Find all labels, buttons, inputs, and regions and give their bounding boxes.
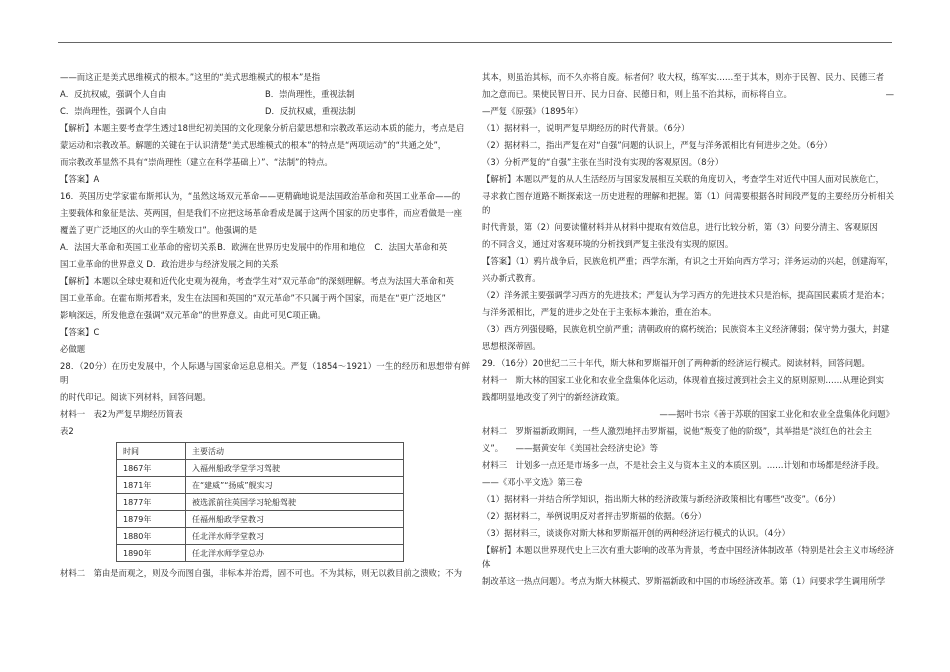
table-cell-activity: 入福州船政学堂学习驾驶 (186, 460, 404, 477)
right-column (482, 70, 894, 591)
table-cell-year: 1879年 (117, 511, 186, 528)
q16-stem-line: 16．英国历史学家霍布斯邦认为，“虽然这场双元革命——更精确地说是法国政治革命和英国工业革命——的 (60, 191, 461, 201)
material2-start: 材料二 第由是而观之，则及今而图自强，非标本并治焉，固不可也。不为其标，则无以救目前之溃败；不为 (60, 568, 462, 578)
q28-analysis-line: 【解析】本题以严复的从人生活经历与国家发展相互关联的角度切入，考查学生对近代中国人面对民族危亡， (482, 174, 884, 184)
header-rule (58, 42, 892, 43)
q28-answer-line: （3）西方列强侵略，民族危机空前严重；清朝政府的腐朽统治；民族资本主义经济薄弱；保守势力强大，封建 (482, 324, 890, 334)
q15-answer: 【答案】A (60, 174, 100, 184)
q29-material2-line: 材料二 罗斯福新政期间，一些人激烈地抨击罗斯福，说他“叛变了他的阶级”，其举措是“淡红色的社会主 (482, 426, 872, 436)
material2-cont-line: 其本，则虽治其标，而不久亦将自废。标者何？收大权，练军实……至于其本，则亦于民智、民力、民德三者 (482, 72, 884, 82)
q29-material1-line: 践都明显地改变了列宁的新经济政策。 (482, 392, 625, 402)
q29-material2-line: 义”。 ——据黄安年《美国社会经济史论》等 (482, 443, 659, 453)
q29-material1-line: 材料一 斯大林的国家工业化和农业全盘集体化运动，体现着直接过渡到社会主义的原则原则……从理论到实 (482, 375, 884, 385)
q28-analysis-line: 寻求救亡图存道路不断探索这一历史进程的理解和把握。第（1）问需要根据各时间段严复的主要经历分析相关的 (482, 191, 894, 215)
q29-material1-source: ——据叶书宗《善于苏联的国家工业化和农业全盘集体化问题》 (659, 409, 894, 419)
table-cell-year: 1867年 (117, 460, 186, 477)
table-row (117, 494, 404, 511)
table-row (117, 511, 404, 528)
table-header-time: 时间 (117, 443, 186, 460)
table-header-row (117, 443, 404, 460)
q29-question: （1）据材料一并结合所学知识，指出斯大林的经济政策与新经济政策相比有哪些“改变”。（6分） (482, 494, 841, 504)
table-cell-activity: 任福州船政学堂教习 (186, 511, 404, 528)
q29-material3-line: ——《邓小平文选》第三卷 (482, 477, 583, 487)
q28-stem-line: 28．（20分）在历史发展中，个人际遇与国家命运息息相关。严复（1854～1921）一生的经历和思想带有鲜明 (60, 361, 470, 385)
q15-analysis-line: 而宗教改革显然不具有“崇尚理性（建立在科学基础上）”、“法制”的特点。 (60, 157, 333, 167)
table-cell-activity: 在“建威”“扬威”舰实习 (186, 477, 404, 494)
material2-source: —严复《原强》（1895年） (482, 106, 583, 116)
q16-option-a: A．法国大革命和英国工业革命的密切关系 (60, 242, 217, 252)
table-row (117, 477, 404, 494)
q28-analysis-line: 的不同含义，通过对客观环境的分析找到严复主张没有实现的原因。 (482, 239, 734, 249)
table-cell-year: 1890年 (117, 545, 186, 562)
q16-analysis-line: 影响深远，所发他意在强调“双元革命”的世界意义。由此可见C项正确。 (60, 310, 326, 320)
q16-options-row2: 国工业革命的世界意义 D．政治进步与经济发展之间的关系 (60, 259, 279, 269)
table-cell-activity: 被选派前往英国学习轮船驾驶 (186, 494, 404, 511)
material2-cont-text: 加之意而已。果使民智日开、民力日奋、民德日和，则上虽不治其标，而标将自立。 (482, 89, 792, 99)
table-cell-year: 1871年 (117, 477, 186, 494)
q16-option-b: B．欧洲在世界历史发展中的作用和地位 (217, 242, 366, 252)
q16-option-c-start: C．法国大革命和英 (374, 242, 448, 252)
q16-stem-line: 覆盖了更广泛地区的火山的孪生喷发口”。他强调的是 (60, 225, 257, 235)
q29-question: （3）据材料三，谈谈你对斯大林和罗斯福开创的两种经济运行模式的认识。（4分） (482, 528, 790, 538)
table-caption: 表2 (60, 426, 74, 436)
q15-option-b: B．崇尚理性，重视法制 (265, 89, 355, 99)
table-row (117, 545, 404, 562)
q29-question: （2）据材料二，举例说明反对者抨击罗斯福的依据。（6分） (482, 511, 707, 521)
q16-analysis-line: 国工业革命。在霍布斯邦看来，发生在法国和英国的“双元革命”不只属于两个国家，而是在“更广泛地区” (60, 293, 446, 303)
material2-dash: — (885, 89, 894, 99)
table-cell-activity: 任北洋水师学堂教习 (186, 528, 404, 545)
experience-table (116, 442, 404, 562)
q15-options-row1 (60, 87, 470, 101)
table-cell-activity: 任北洋水师学堂总办 (186, 545, 404, 562)
q28-answer-line: 【答案】（1）鸦片战争后，民族危机严重；西学东渐，有识之士开始向西方学习；洋务运动的兴起，创建海军， (482, 256, 894, 266)
q28-answer-line: （2）洋务派主要强调学习西方的先进技术；严复认为学习西方的先进技术只是治标，提高国民素质才是治本； (482, 290, 890, 300)
q28-question: （2）据材料二，指出严复在对“自强”问题的认识上，严复与洋务派相比有何进步之处。（6分） (482, 140, 833, 150)
q15-analysis-line: 蒙运动和宗教改革。解题的关键在于认识清楚“美式思维模式的根本”的特点是“两项运动”的“共通之处”， (60, 140, 447, 150)
q15-stem-tail: ——而这正是美式思维模式的根本。”这里的“美式思维模式的根本”是指 (60, 72, 321, 82)
left-column (60, 70, 470, 583)
table-header-activity: 主要活动 (186, 443, 404, 460)
section-heading: 必做题 (60, 344, 86, 354)
q16-answer: 【答案】C (60, 327, 100, 337)
q28-answer-line: 与洋务派相比，严复的进步之处在于主张标本兼治，重在治本。 (482, 307, 717, 317)
q15-options-row2 (60, 104, 470, 118)
q16-analysis-line: 【解析】本题以全球史观和近代化史观为视角，考查学生对“双元革命”的深刻理解。考点为法国大革命和英 (60, 276, 454, 286)
material2-cont-line (482, 87, 894, 101)
q28-analysis-line: 时代背景，第（2）问要读懂材料并从材料中提取有效信息，进行比较分析，第（3）问要分清主、客观原因 (482, 222, 878, 232)
q28-question: （3）分析严复的“自强”主张在当时没有实现的客观原因。（8分） (482, 157, 724, 167)
q15-option-c: C．崇尚理性，强调个人自由 (60, 106, 167, 116)
q16-options-row1 (60, 240, 470, 254)
table-row (117, 460, 404, 477)
q15-option-a: A．反抗权威，强调个人自由 (60, 89, 167, 99)
table-row (117, 528, 404, 545)
q16-stem-line: 主要载体和象征是法、英两国，但是我们不应把这场革命看成是属于这两个国家的历史事件，而应看做是一座 (60, 208, 462, 218)
table-cell-year: 1877年 (117, 494, 186, 511)
q28-answer-line: 兴办新式教育。 (482, 273, 541, 283)
q29-analysis-line: 【解析】本题以世界现代史上三次有重大影响的改革为背景，考查中国经济体制改革（特别是社会主义市场经济体 (482, 545, 894, 569)
table-cell-year: 1880年 (117, 528, 186, 545)
q28-answer-line: 思想根深蒂固。 (482, 341, 541, 351)
q29-material3-line: 材料三 计划多一点还是市场多一点，不是社会主义与资本主义的本质区别。……计划和市场都是经济手段。 (482, 460, 884, 470)
q15-option-d: D．反抗权威，重视法制 (265, 106, 356, 116)
q28-stem-line: 的时代印记。阅读下列材料，回答问题。 (60, 392, 211, 402)
material1-title: 材料一 表2为严复早期经历简表 (60, 409, 183, 419)
q15-analysis-line: 【解析】本题主要考查学生透过18世纪初美国的文化现象分析启蒙思想和宗教改革运动本质的能力，考点是启 (60, 123, 465, 133)
q29-stem: 29．（16分）20世纪二三十年代，斯大林和罗斯福开创了两种新的经济运行模式。阅读材料，回答问题。 (482, 358, 870, 368)
q28-question: （1）据材料一，说明严复早期经历的时代背景。（6分） (482, 123, 690, 133)
q29-analysis-line: 制改革这一热点问题）。考点为斯大林模式、罗斯福新政和中国的市场经济改革。第（1）问要求学生调用所学 (482, 576, 886, 586)
